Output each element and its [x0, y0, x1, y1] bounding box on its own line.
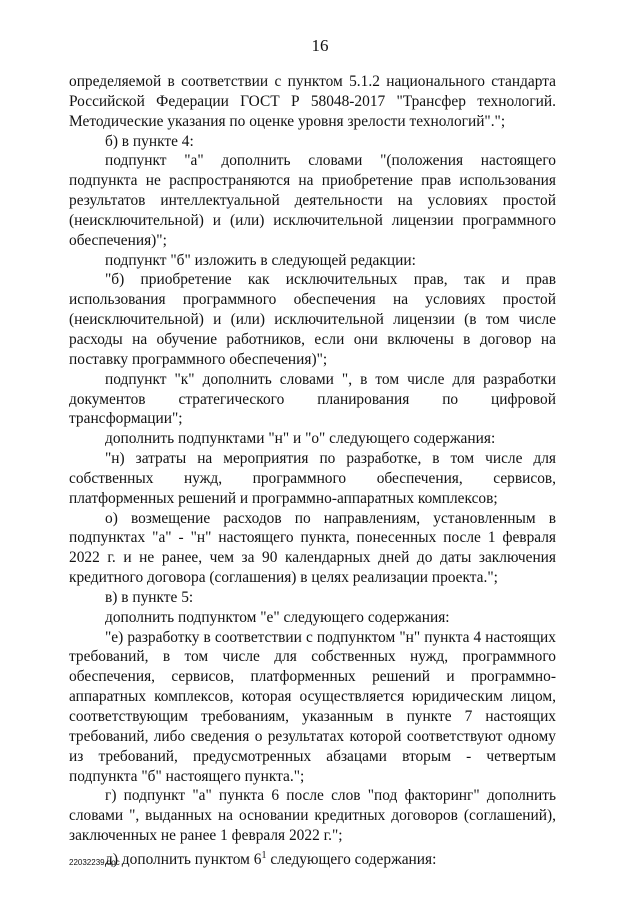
- paragraph: "б) приобретение как исключительных прав, так и прав использования программного обеспечения на условиях простой (неисключительной) и (или) исключительной лицензии (в том числе расходы на обучение работников, если они включены в договор на поставку программного обеспечения)";: [69, 271, 556, 368]
- document-body: [69, 72, 556, 870]
- paragraph: "н) затраты на мероприятия по разработке, в том числе для собственных нужд, программного обеспечения, сервисов, платформенных решений и программно-аппаратных комплексов;: [69, 450, 556, 507]
- paragraph: б) в пункте 4:: [105, 132, 194, 150]
- paragraph: определяемой в соответствии с пунктом 5.1.2 национального стандарта Российской Федерации ГОСТ Р 58048-2017 "Трансфер технологий. Методические указания по оценке уровня зрелости технологий".";: [69, 73, 556, 130]
- paragraph: дополнить подпунктами "н" и "о" следующего содержания:: [105, 430, 496, 448]
- paragraph-last-before: д) дополнить пунктом 6: [105, 851, 262, 869]
- footer-doc-code: 22032239.doc: [69, 858, 120, 867]
- paragraph-last-after: следующего содержания:: [266, 851, 437, 869]
- paragraph: подпункт "б" изложить в следующей редакции:: [105, 251, 416, 269]
- superscript: 1: [261, 849, 267, 861]
- page-number: 16: [311, 36, 329, 55]
- paragraph-last: [69, 846, 556, 870]
- paragraph: г) подпункт "а" пункта 6 после слов "под факторинг" дополнить словами ", выданных на основании кредитных договоров (соглашений), заключенных не ранее 1 февраля 2022 г.";: [69, 787, 556, 845]
- paragraph: в) в пункте 5:: [105, 588, 194, 606]
- paragraph: о) возмещение расходов по направлениям, установленным в подпунктах "а" - "н" настоящего пункта, понесенных после 1 февраля 2022 г. и не ранее, чем за 90 календарных дней до даты заключения кредитного договора (соглашения) в целях реализации проекта.";: [69, 509, 556, 587]
- paragraph: подпункт "к" дополнить словами ", в том числе для разработки документов стратегического планирования по цифровой трансформации";: [69, 370, 556, 428]
- paragraph: "е) разработку в соответствии с подпунктом "н" пункта 4 настоящих требований, в том числе для собственных нужд, программного обеспечения, сервисов, платформенных решений и программно-аппаратных комплексов, которая осуществляется юридическим лицом, соответствующим требованиям, указанным в пункте 7 настоящих требований, либо сведения о результатах которой соответствуют одному из требований, предусмотренных абзацами вторым - четвертым подпункта "б" настоящего пункта.";: [69, 628, 556, 785]
- paragraph: дополнить подпунктом "е" следующего содержания:: [105, 608, 450, 626]
- paragraph: подпункт "а" дополнить словами "(положения настоящего подпункта не распространяются на приобретение прав использования результатов интеллектуальной деятельности на условиях простой (неисключительной) и (или) исключительной лицензии программного обеспечения)";: [69, 152, 556, 249]
